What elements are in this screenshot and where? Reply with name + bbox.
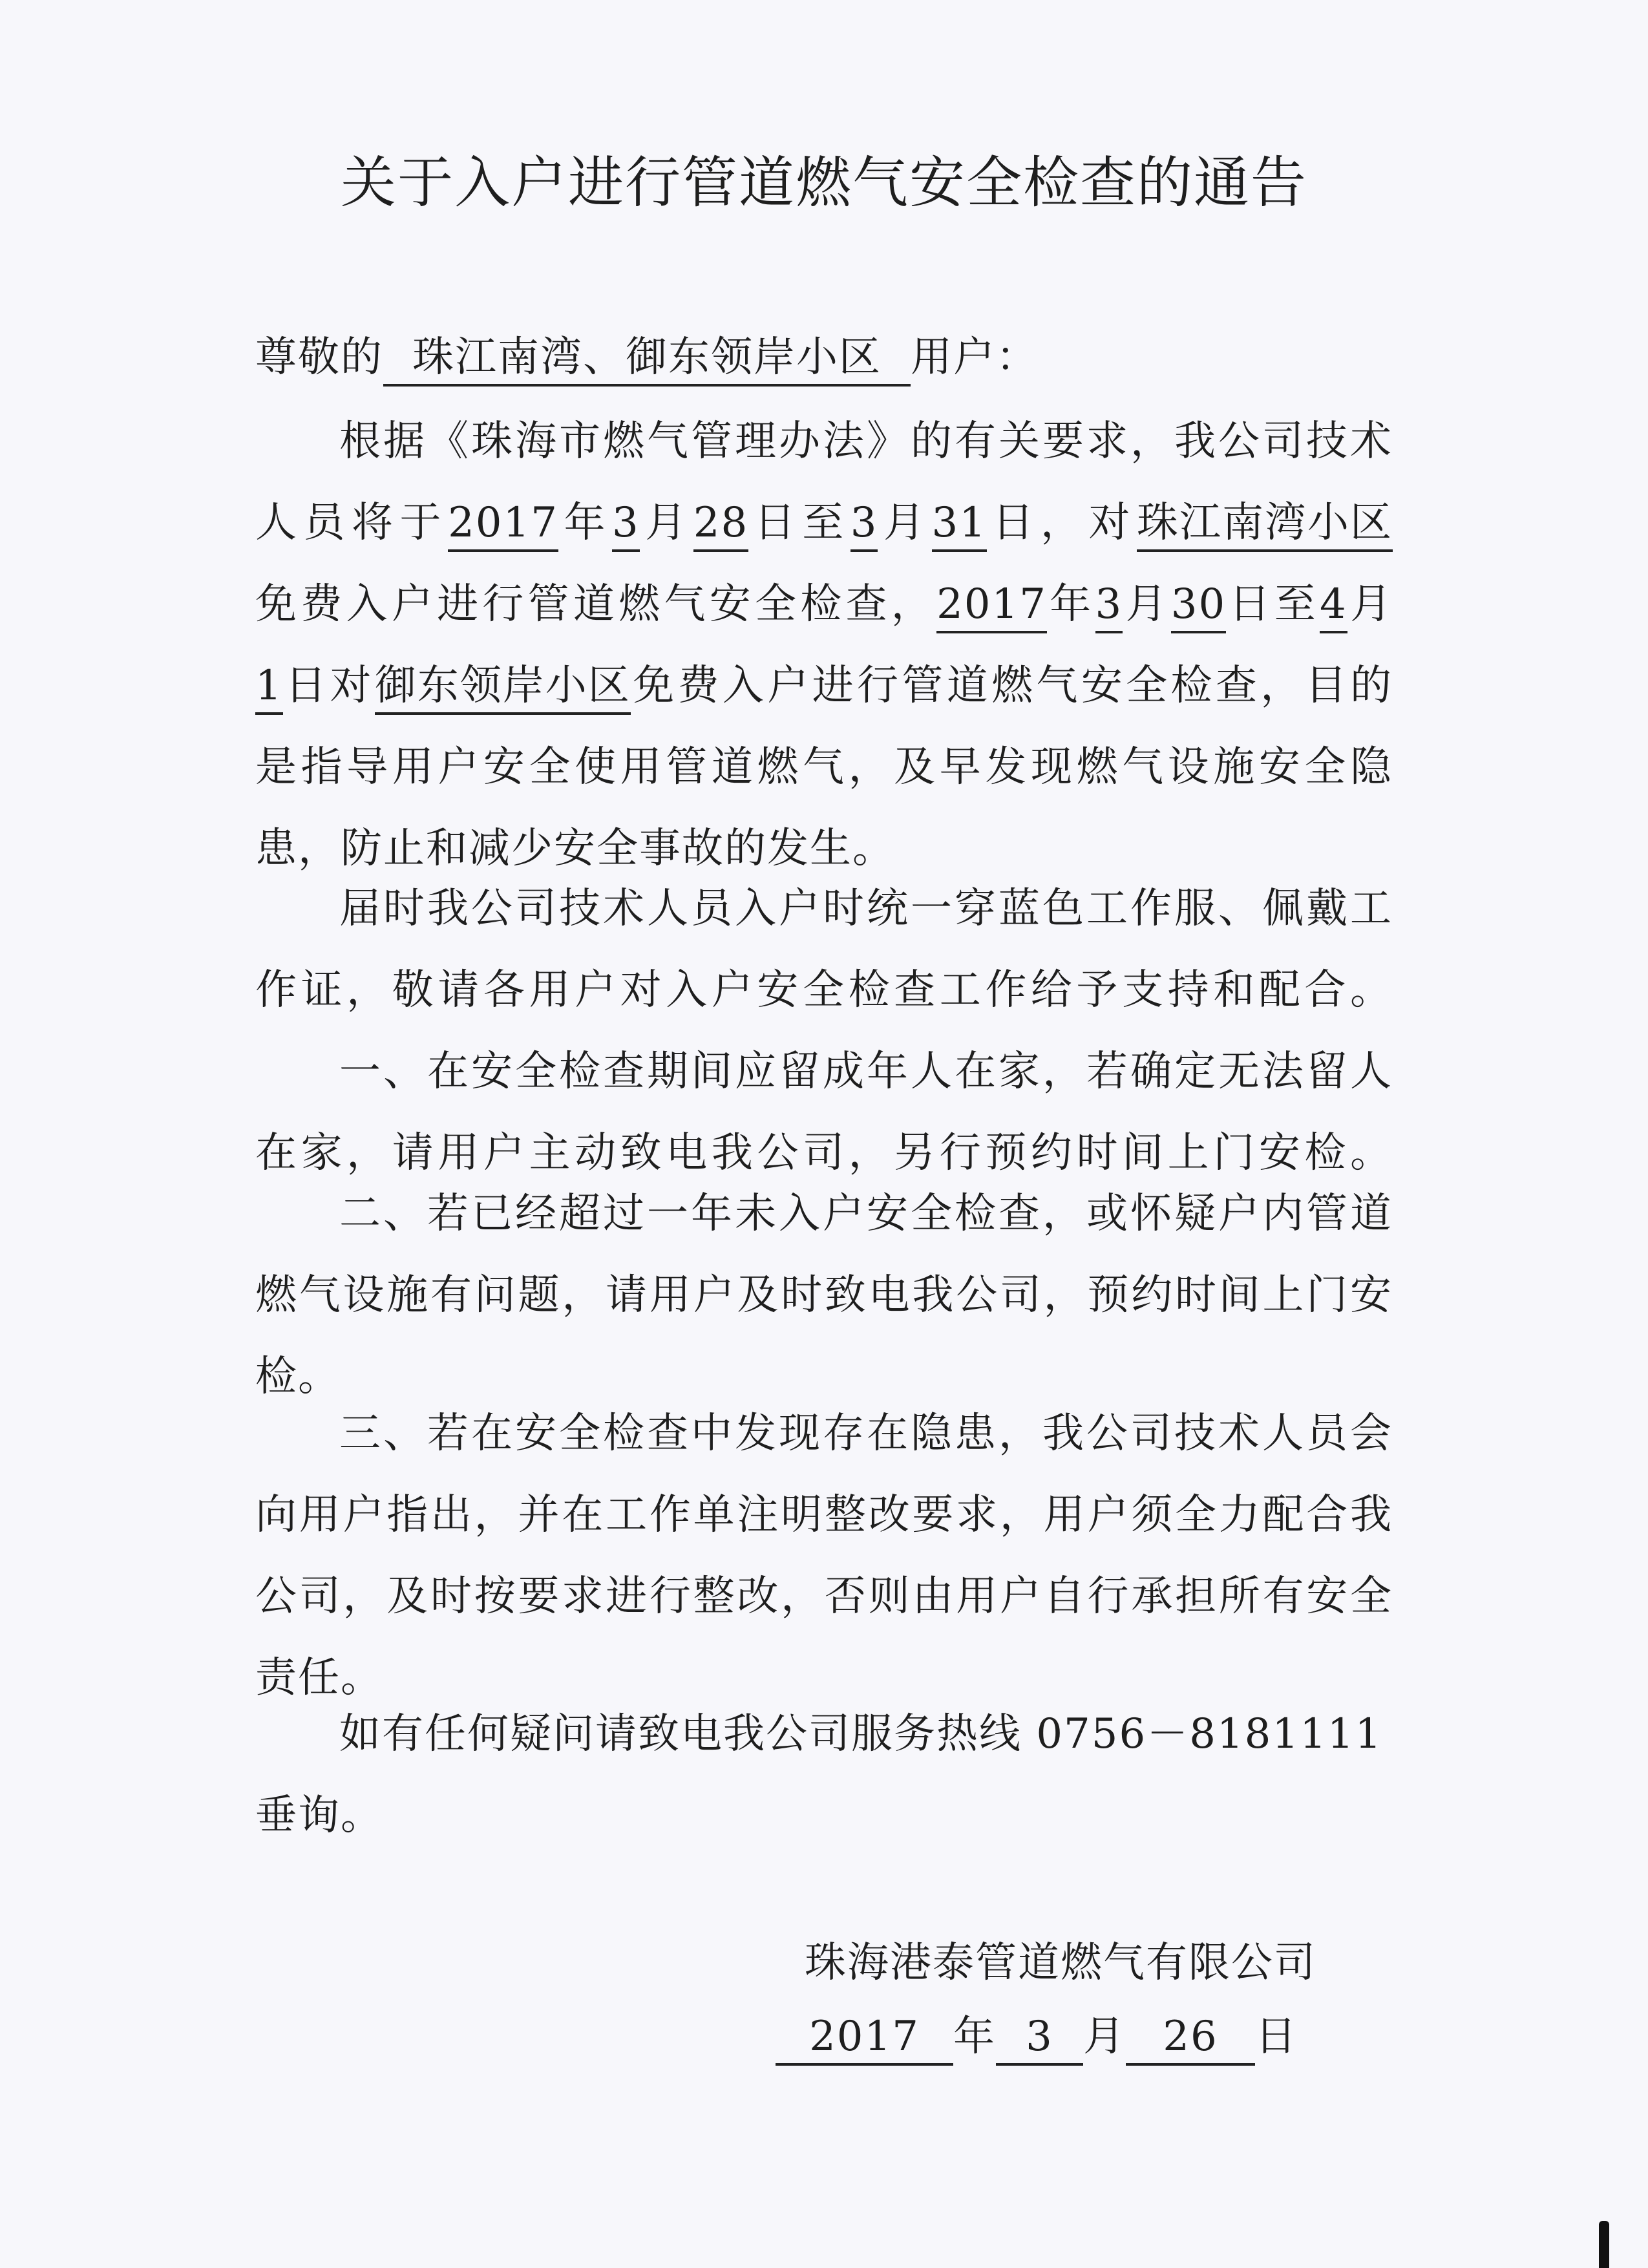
day-field: 1 [255, 659, 283, 715]
paragraph-line: 免费入户进行管道燃气安全检查，2017年3月30日至4月 [255, 564, 1393, 645]
paragraph-line: 是指导用户安全使用管道燃气，及早发现燃气设施安全隐 [255, 743, 1393, 791]
paragraph-line: 责任。 [255, 1654, 383, 1702]
salutation-suffix: 用户： [911, 334, 1039, 381]
paragraph-schedule [255, 401, 1393, 889]
paragraph-line: 公司，及时按要求进行整改，否则由用户自行承担所有安全 [255, 1573, 1393, 1620]
day-field: 31 [932, 496, 987, 552]
paragraph-uniform [255, 868, 1393, 1031]
item-one [255, 1031, 1393, 1194]
paragraph-line: 二、若已经超过一年未入户安全检查，或怀疑户内管道 [339, 1190, 1393, 1238]
paragraph-line: 患，防止和减少安全事故的发生。 [255, 825, 895, 873]
paragraph-line: 在家，请用户主动致电我公司，另行预约时间上门安检。 [255, 1129, 1393, 1177]
paragraph-line: 向用户指出，并在工作单注明整改要求，用户须全力配合我 [255, 1491, 1393, 1539]
month-field: 4 [1320, 578, 1347, 633]
paragraph-line: 1日对御东领岸小区免费入户进行管道燃气安全检查，目的 [255, 645, 1393, 726]
closing [255, 1693, 1393, 1856]
paragraph-line: 燃气设施有问题，请用户及时致电我公司，预约时间上门安 [255, 1271, 1393, 1319]
date-year: 2017 [776, 2010, 953, 2066]
paragraph-line: 根据《珠海市燃气管理办法》的有关要求，我公司技术 [339, 418, 1393, 465]
day-field: 30 [1171, 578, 1226, 633]
date-day: 26 [1126, 2010, 1255, 2066]
paragraph-line: 届时我公司技术人员入户时统一穿蓝色工作服、佩戴工 [339, 885, 1393, 933]
salutation-prefix: 尊敬的 [255, 334, 383, 381]
year-field: 2017 [936, 578, 1047, 633]
date-month: 3 [996, 2010, 1083, 2066]
salutation [255, 317, 1393, 398]
day-field: 28 [693, 496, 748, 552]
paragraph-line: 三、若在安全检查中发现存在隐患，我公司技术人员会 [339, 1410, 1393, 1457]
item-three [255, 1393, 1393, 1719]
community-field: 御东领岸小区 [375, 659, 631, 715]
signature-date: 2017 年 3 月 26 日 [776, 2010, 1298, 2066]
notice-title: 关于入户进行管道燃气安全检查的通告 [341, 151, 1307, 215]
scan-edge-mark [1599, 2221, 1609, 2268]
month-field: 3 [612, 496, 640, 552]
year-field: 2017 [448, 496, 558, 552]
paragraph-line: 人员将于2017年3月28日至3月31日，对珠江南湾小区 [255, 482, 1393, 564]
community-field: 珠江南湾小区 [1137, 496, 1393, 552]
paragraph-line: 检。 [255, 1353, 341, 1401]
paragraph-line: 一、在安全检查期间应留成年人在家，若确定无法留人 [339, 1048, 1393, 1096]
salutation-community: 珠江南湾、御东领岸小区 [383, 331, 911, 387]
month-field: 3 [1095, 578, 1123, 633]
paragraph-line: 作证，敬请各用户对入户安全检查工作给予支持和配合。 [255, 966, 1393, 1014]
paragraph-line: 垂询。 [255, 1792, 383, 1839]
month-field: 3 [850, 496, 878, 552]
item-two [255, 1173, 1393, 1417]
company-signature: 珠海港泰管道燃气有限公司 [805, 1939, 1316, 1987]
hotline-line: 如有任何疑问请致电我公司服务热线 0756－8181111 [339, 1710, 1383, 1758]
